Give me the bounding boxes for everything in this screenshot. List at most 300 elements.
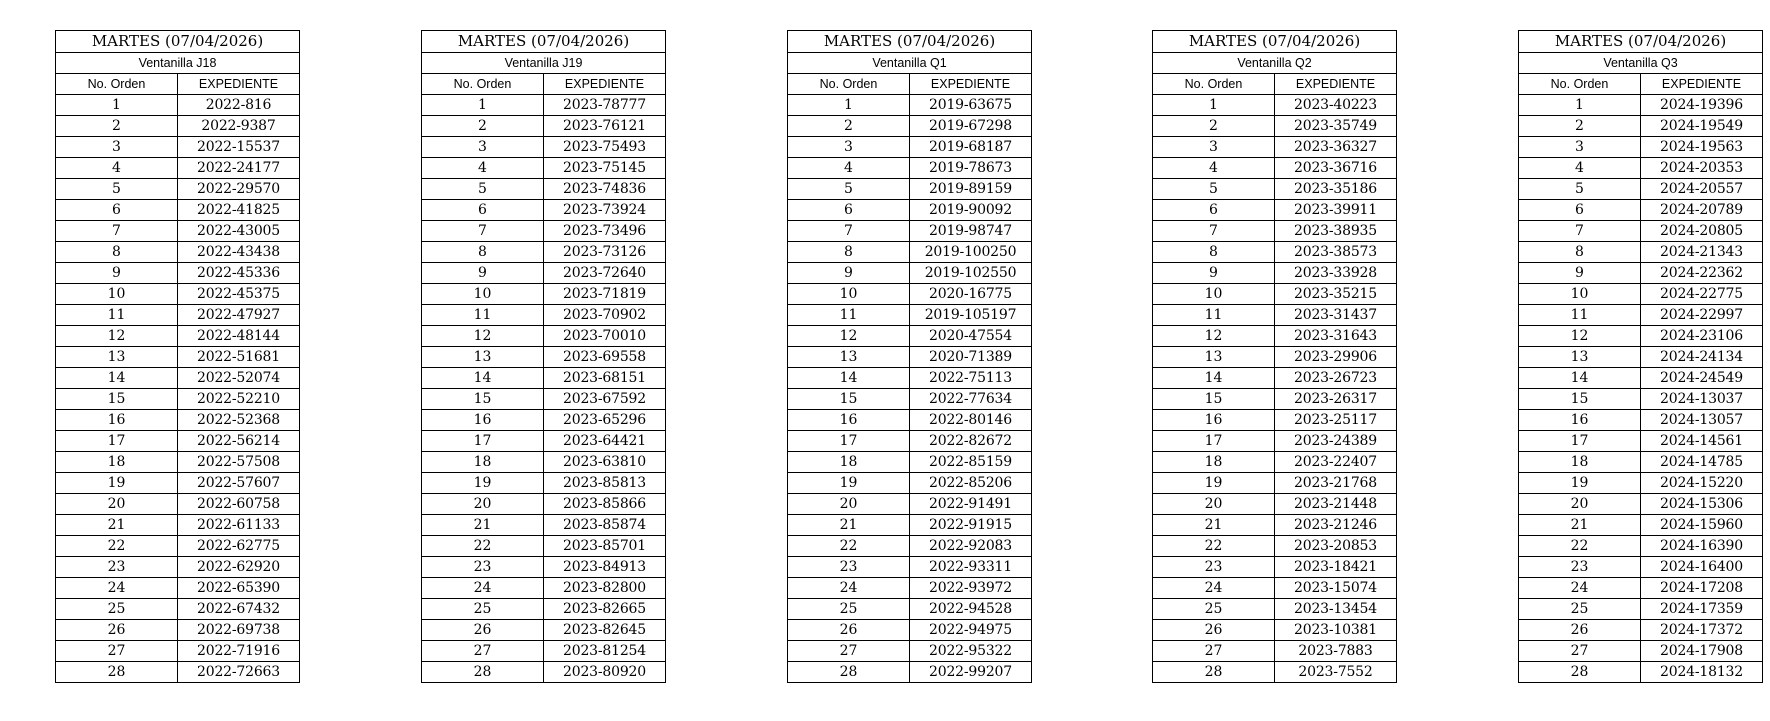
expediente-cell: 2022-9387 (178, 116, 300, 137)
table-row (56, 389, 300, 410)
window-label: Ventanilla J19 (422, 53, 666, 74)
table-row (1519, 662, 1763, 683)
order-number-cell: 9 (422, 263, 544, 284)
order-number-cell: 25 (1519, 599, 1641, 620)
order-number-cell: 11 (788, 305, 910, 326)
table-row (56, 95, 300, 116)
table-row (56, 284, 300, 305)
table-row (56, 620, 300, 641)
expediente-cell: 2024-20353 (1641, 158, 1763, 179)
expediente-cell: 2023-21246 (1275, 515, 1397, 536)
table-row (56, 641, 300, 662)
table-row (422, 536, 666, 557)
order-number-cell: 24 (1153, 578, 1275, 599)
table-row (56, 200, 300, 221)
table-row (1153, 116, 1397, 137)
table-row (1519, 116, 1763, 137)
table-row (1153, 326, 1397, 347)
expediente-cell: 2023-40223 (1275, 95, 1397, 116)
order-number-cell: 10 (1519, 284, 1641, 305)
expediente-cell: 2023-73126 (544, 242, 666, 263)
order-number-cell: 18 (1153, 452, 1275, 473)
table-row (56, 410, 300, 431)
table-row (788, 263, 1032, 284)
order-number-cell: 28 (788, 662, 910, 683)
table-row (788, 221, 1032, 242)
table-row (1153, 95, 1397, 116)
expediente-cell: 2023-38935 (1275, 221, 1397, 242)
expediente-cell: 2022-82672 (910, 431, 1032, 452)
expediente-cell: 2023-82665 (544, 599, 666, 620)
expediente-cell: 2019-78673 (910, 158, 1032, 179)
order-number-cell: 17 (1153, 431, 1275, 452)
table-row (1519, 389, 1763, 410)
table-row (56, 473, 300, 494)
expediente-cell: 2022-65390 (178, 578, 300, 599)
order-number-cell: 10 (788, 284, 910, 305)
order-number-cell: 2 (1519, 116, 1641, 137)
table-row (788, 641, 1032, 662)
expediente-cell: 2024-19396 (1641, 95, 1763, 116)
window-table (421, 30, 666, 683)
table-row (422, 200, 666, 221)
header-row (422, 74, 666, 95)
expediente-cell: 2022-47927 (178, 305, 300, 326)
expediente-cell: 2023-75493 (544, 137, 666, 158)
expediente-cell: 2022-43005 (178, 221, 300, 242)
expediente-cell: 2022-51681 (178, 347, 300, 368)
expediente-cell: 2023-31643 (1275, 326, 1397, 347)
order-number-cell: 20 (1153, 494, 1275, 515)
expediente-cell: 2023-85701 (544, 536, 666, 557)
expediente-cell: 2024-21343 (1641, 242, 1763, 263)
order-number-cell: 27 (56, 641, 178, 662)
table-row (422, 305, 666, 326)
expediente-cell: 2023-33928 (1275, 263, 1397, 284)
order-number-cell: 13 (56, 347, 178, 368)
expediente-cell: 2023-69558 (544, 347, 666, 368)
expediente-cell: 2024-22997 (1641, 305, 1763, 326)
expediente-cell: 2024-14561 (1641, 431, 1763, 452)
order-number-cell: 19 (422, 473, 544, 494)
expediente-cell: 2022-93311 (910, 557, 1032, 578)
expediente-cell: 2023-82800 (544, 578, 666, 599)
order-number-cell: 8 (788, 242, 910, 263)
order-number-cell: 21 (788, 515, 910, 536)
table-row (1519, 599, 1763, 620)
table-row (56, 662, 300, 683)
expediente-cell: 2023-35749 (1275, 116, 1397, 137)
order-number-cell: 18 (1519, 452, 1641, 473)
order-number-cell: 25 (422, 599, 544, 620)
table-row (788, 536, 1032, 557)
expediente-cell: 2022-91915 (910, 515, 1032, 536)
expediente-cell: 2022-45375 (178, 284, 300, 305)
table-row (788, 347, 1032, 368)
order-number-cell: 4 (422, 158, 544, 179)
order-number-cell: 27 (788, 641, 910, 662)
order-number-cell: 21 (1153, 515, 1275, 536)
table-row (1519, 494, 1763, 515)
order-number-cell: 10 (422, 284, 544, 305)
order-number-cell: 28 (1519, 662, 1641, 683)
table-row (422, 158, 666, 179)
expediente-cell: 2023-65296 (544, 410, 666, 431)
expediente-cell: 2023-21768 (1275, 473, 1397, 494)
order-number-cell: 8 (422, 242, 544, 263)
expediente-cell: 2023-81254 (544, 641, 666, 662)
expediente-cell: 2023-73496 (544, 221, 666, 242)
table-row (1519, 158, 1763, 179)
table-row (422, 263, 666, 284)
order-number-cell: 25 (788, 599, 910, 620)
order-number-cell: 12 (1519, 326, 1641, 347)
table-row (422, 347, 666, 368)
order-number-cell: 13 (422, 347, 544, 368)
table-row (1153, 284, 1397, 305)
expediente-cell: 2023-13454 (1275, 599, 1397, 620)
order-number-cell: 25 (56, 599, 178, 620)
table-row (56, 557, 300, 578)
expediente-cell: 2023-74836 (544, 179, 666, 200)
order-number-cell: 23 (1153, 557, 1275, 578)
expediente-cell: 2024-20789 (1641, 200, 1763, 221)
table-row (56, 578, 300, 599)
header-row (1519, 74, 1763, 95)
table-row (1153, 578, 1397, 599)
expediente-cell: 2024-17359 (1641, 599, 1763, 620)
expediente-cell: 2022-816 (178, 95, 300, 116)
expediente-cell: 2023-7552 (1275, 662, 1397, 683)
order-number-cell: 1 (788, 95, 910, 116)
order-number-cell: 27 (1153, 641, 1275, 662)
table-row (788, 137, 1032, 158)
table-title: MARTES (07/04/2026) (422, 31, 666, 53)
expediente-cell: 2024-16390 (1641, 536, 1763, 557)
expediente-cell: 2024-13057 (1641, 410, 1763, 431)
order-number-cell: 3 (422, 137, 544, 158)
order-number-cell: 13 (1153, 347, 1275, 368)
table-row (788, 578, 1032, 599)
table-row (422, 242, 666, 263)
order-number-cell: 14 (1519, 368, 1641, 389)
expediente-cell: 2023-25117 (1275, 410, 1397, 431)
expediente-cell: 2022-48144 (178, 326, 300, 347)
order-number-cell: 20 (56, 494, 178, 515)
expediente-cell: 2019-68187 (910, 137, 1032, 158)
table-row (56, 515, 300, 536)
expediente-cell: 2023-36327 (1275, 137, 1397, 158)
header-row (1153, 74, 1397, 95)
expediente-cell: 2024-15220 (1641, 473, 1763, 494)
order-number-cell: 28 (422, 662, 544, 683)
expediente-cell: 2024-24134 (1641, 347, 1763, 368)
order-number-cell: 4 (56, 158, 178, 179)
table-row (56, 452, 300, 473)
table-row (1519, 620, 1763, 641)
table-row (1153, 137, 1397, 158)
table-row (788, 284, 1032, 305)
table-row (1153, 221, 1397, 242)
expediente-cell: 2022-85206 (910, 473, 1032, 494)
table-row (1153, 473, 1397, 494)
order-number-cell: 12 (788, 326, 910, 347)
expediente-cell: 2022-95322 (910, 641, 1032, 662)
table-row (56, 368, 300, 389)
expediente-cell: 2023-20853 (1275, 536, 1397, 557)
table-row (1153, 242, 1397, 263)
table-row (1519, 326, 1763, 347)
expediente-cell: 2024-15960 (1641, 515, 1763, 536)
expediente-column-header: EXPEDIENTE (544, 74, 666, 95)
expediente-cell: 2024-19549 (1641, 116, 1763, 137)
table-row (788, 431, 1032, 452)
table-row (1153, 557, 1397, 578)
table-row (422, 389, 666, 410)
table-row (788, 95, 1032, 116)
expediente-cell: 2022-61133 (178, 515, 300, 536)
expediente-cell: 2023-22407 (1275, 452, 1397, 473)
expediente-column-header: EXPEDIENTE (1641, 74, 1763, 95)
expediente-cell: 2020-71389 (910, 347, 1032, 368)
order-number-cell: 10 (1153, 284, 1275, 305)
expediente-cell: 2023-18421 (1275, 557, 1397, 578)
table-row (788, 305, 1032, 326)
table-row (422, 452, 666, 473)
order-number-cell: 12 (422, 326, 544, 347)
expediente-cell: 2024-13037 (1641, 389, 1763, 410)
order-number-cell: 6 (56, 200, 178, 221)
table-title: MARTES (07/04/2026) (56, 31, 300, 53)
order-number-cell: 19 (1519, 473, 1641, 494)
expediente-cell: 2023-64421 (544, 431, 666, 452)
table-row (788, 116, 1032, 137)
order-number-cell: 7 (56, 221, 178, 242)
expediente-cell: 2023-78777 (544, 95, 666, 116)
order-number-cell: 2 (56, 116, 178, 137)
expediente-cell: 2023-31437 (1275, 305, 1397, 326)
expediente-cell: 2023-36716 (1275, 158, 1397, 179)
expediente-cell: 2022-52074 (178, 368, 300, 389)
order-number-cell: 1 (1519, 95, 1641, 116)
expediente-cell: 2022-85159 (910, 452, 1032, 473)
expediente-cell: 2022-60758 (178, 494, 300, 515)
order-number-cell: 16 (56, 410, 178, 431)
order-number-cell: 19 (1153, 473, 1275, 494)
order-number-cell: 14 (1153, 368, 1275, 389)
order-number-cell: 15 (1153, 389, 1275, 410)
table-row (56, 137, 300, 158)
order-number-cell: 23 (422, 557, 544, 578)
order-number-cell: 19 (56, 473, 178, 494)
order-number-cell: 3 (1519, 137, 1641, 158)
window-table (1518, 30, 1763, 683)
window-table (787, 30, 1032, 683)
table-row (1519, 368, 1763, 389)
table-title: MARTES (07/04/2026) (788, 31, 1032, 53)
expediente-cell: 2022-15537 (178, 137, 300, 158)
table-row (788, 452, 1032, 473)
table-row (1153, 494, 1397, 515)
expediente-cell: 2023-38573 (1275, 242, 1397, 263)
order-number-cell: 6 (1153, 200, 1275, 221)
order-number-cell: 23 (788, 557, 910, 578)
order-number-cell: 27 (422, 641, 544, 662)
order-number-cell: 15 (56, 389, 178, 410)
order-number-cell: 1 (56, 95, 178, 116)
expediente-column-header: EXPEDIENTE (1275, 74, 1397, 95)
order-number-cell: 21 (422, 515, 544, 536)
order-number-cell: 13 (1519, 347, 1641, 368)
expediente-cell: 2022-41825 (178, 200, 300, 221)
order-number-cell: 2 (788, 116, 910, 137)
table-row (1153, 515, 1397, 536)
header-row (56, 74, 300, 95)
order-number-cell: 18 (56, 452, 178, 473)
table-row (56, 431, 300, 452)
expediente-cell: 2024-22775 (1641, 284, 1763, 305)
expediente-cell: 2024-23106 (1641, 326, 1763, 347)
table-row (1153, 662, 1397, 683)
order-number-cell: 22 (1153, 536, 1275, 557)
order-number-cell: 28 (56, 662, 178, 683)
expediente-cell: 2024-18132 (1641, 662, 1763, 683)
expediente-cell: 2023-10381 (1275, 620, 1397, 641)
order-number-cell: 2 (422, 116, 544, 137)
table-row (788, 662, 1032, 683)
table-row (56, 494, 300, 515)
order-number-cell: 9 (1519, 263, 1641, 284)
table-row (788, 368, 1032, 389)
expediente-cell: 2024-20557 (1641, 179, 1763, 200)
expediente-cell: 2024-17208 (1641, 578, 1763, 599)
table-row (1153, 620, 1397, 641)
order-column-header: No. Orden (1519, 74, 1641, 95)
expediente-cell: 2022-71916 (178, 641, 300, 662)
table-row (1519, 137, 1763, 158)
expediente-cell: 2022-91491 (910, 494, 1032, 515)
order-number-cell: 18 (788, 452, 910, 473)
order-number-cell: 2 (1153, 116, 1275, 137)
expediente-cell: 2022-92083 (910, 536, 1032, 557)
table-row (788, 599, 1032, 620)
expediente-cell: 2022-62920 (178, 557, 300, 578)
table-row (1519, 242, 1763, 263)
order-number-cell: 15 (1519, 389, 1641, 410)
expediente-cell: 2023-76121 (544, 116, 666, 137)
table-row (1519, 578, 1763, 599)
order-number-cell: 14 (56, 368, 178, 389)
order-number-cell: 7 (1153, 221, 1275, 242)
order-number-cell: 4 (1153, 158, 1275, 179)
table-row (422, 515, 666, 536)
table-row (1519, 515, 1763, 536)
window-table (55, 30, 300, 683)
order-number-cell: 5 (56, 179, 178, 200)
table-row (422, 95, 666, 116)
expediente-cell: 2023-75145 (544, 158, 666, 179)
expediente-cell: 2022-75113 (910, 368, 1032, 389)
expediente-cell: 2023-39911 (1275, 200, 1397, 221)
table-row (422, 473, 666, 494)
order-number-cell: 17 (422, 431, 544, 452)
table-row (422, 578, 666, 599)
expediente-cell: 2023-29906 (1275, 347, 1397, 368)
expediente-column-header: EXPEDIENTE (178, 74, 300, 95)
expediente-cell: 2022-93972 (910, 578, 1032, 599)
expediente-cell: 2023-72640 (544, 263, 666, 284)
order-number-cell: 16 (1153, 410, 1275, 431)
table-row (56, 242, 300, 263)
table-row (788, 410, 1032, 431)
table-row (788, 242, 1032, 263)
expediente-cell: 2023-35215 (1275, 284, 1397, 305)
order-number-cell: 24 (56, 578, 178, 599)
order-number-cell: 23 (1519, 557, 1641, 578)
table-row (422, 137, 666, 158)
table-row (56, 326, 300, 347)
expediente-cell: 2019-98747 (910, 221, 1032, 242)
order-number-cell: 26 (56, 620, 178, 641)
order-number-cell: 3 (788, 137, 910, 158)
order-number-cell: 16 (1519, 410, 1641, 431)
expediente-cell: 2022-57607 (178, 473, 300, 494)
order-number-cell: 6 (1519, 200, 1641, 221)
order-number-cell: 15 (422, 389, 544, 410)
order-number-cell: 1 (422, 95, 544, 116)
expediente-cell: 2023-85813 (544, 473, 666, 494)
table-row (422, 557, 666, 578)
expediente-cell: 2022-77634 (910, 389, 1032, 410)
expediente-cell: 2024-14785 (1641, 452, 1763, 473)
expediente-cell: 2024-16400 (1641, 557, 1763, 578)
expediente-cell: 2023-26317 (1275, 389, 1397, 410)
order-number-cell: 14 (788, 368, 910, 389)
table-row (56, 158, 300, 179)
table-row (1519, 284, 1763, 305)
expediente-cell: 2023-67592 (544, 389, 666, 410)
table-row (422, 494, 666, 515)
expediente-cell: 2023-85866 (544, 494, 666, 515)
table-row (422, 326, 666, 347)
order-number-cell: 7 (422, 221, 544, 242)
expediente-cell: 2019-63675 (910, 95, 1032, 116)
order-number-cell: 20 (1519, 494, 1641, 515)
expediente-cell: 2023-26723 (1275, 368, 1397, 389)
table-row (1519, 221, 1763, 242)
expediente-cell: 2023-70902 (544, 305, 666, 326)
order-number-cell: 8 (1153, 242, 1275, 263)
order-number-cell: 26 (422, 620, 544, 641)
expediente-cell: 2023-84913 (544, 557, 666, 578)
order-number-cell: 3 (1153, 137, 1275, 158)
expediente-cell: 2023-63810 (544, 452, 666, 473)
table-row (1519, 410, 1763, 431)
order-column-header: No. Orden (1153, 74, 1275, 95)
expediente-cell: 2023-68151 (544, 368, 666, 389)
table-row (1519, 641, 1763, 662)
expediente-cell: 2022-56214 (178, 431, 300, 452)
table-row (422, 641, 666, 662)
table-row (422, 599, 666, 620)
order-number-cell: 14 (422, 368, 544, 389)
expediente-cell: 2023-73924 (544, 200, 666, 221)
expediente-cell: 2024-20805 (1641, 221, 1763, 242)
order-number-cell: 24 (1519, 578, 1641, 599)
expediente-cell: 2022-72663 (178, 662, 300, 683)
expediente-cell: 2022-62775 (178, 536, 300, 557)
expediente-cell: 2023-82645 (544, 620, 666, 641)
